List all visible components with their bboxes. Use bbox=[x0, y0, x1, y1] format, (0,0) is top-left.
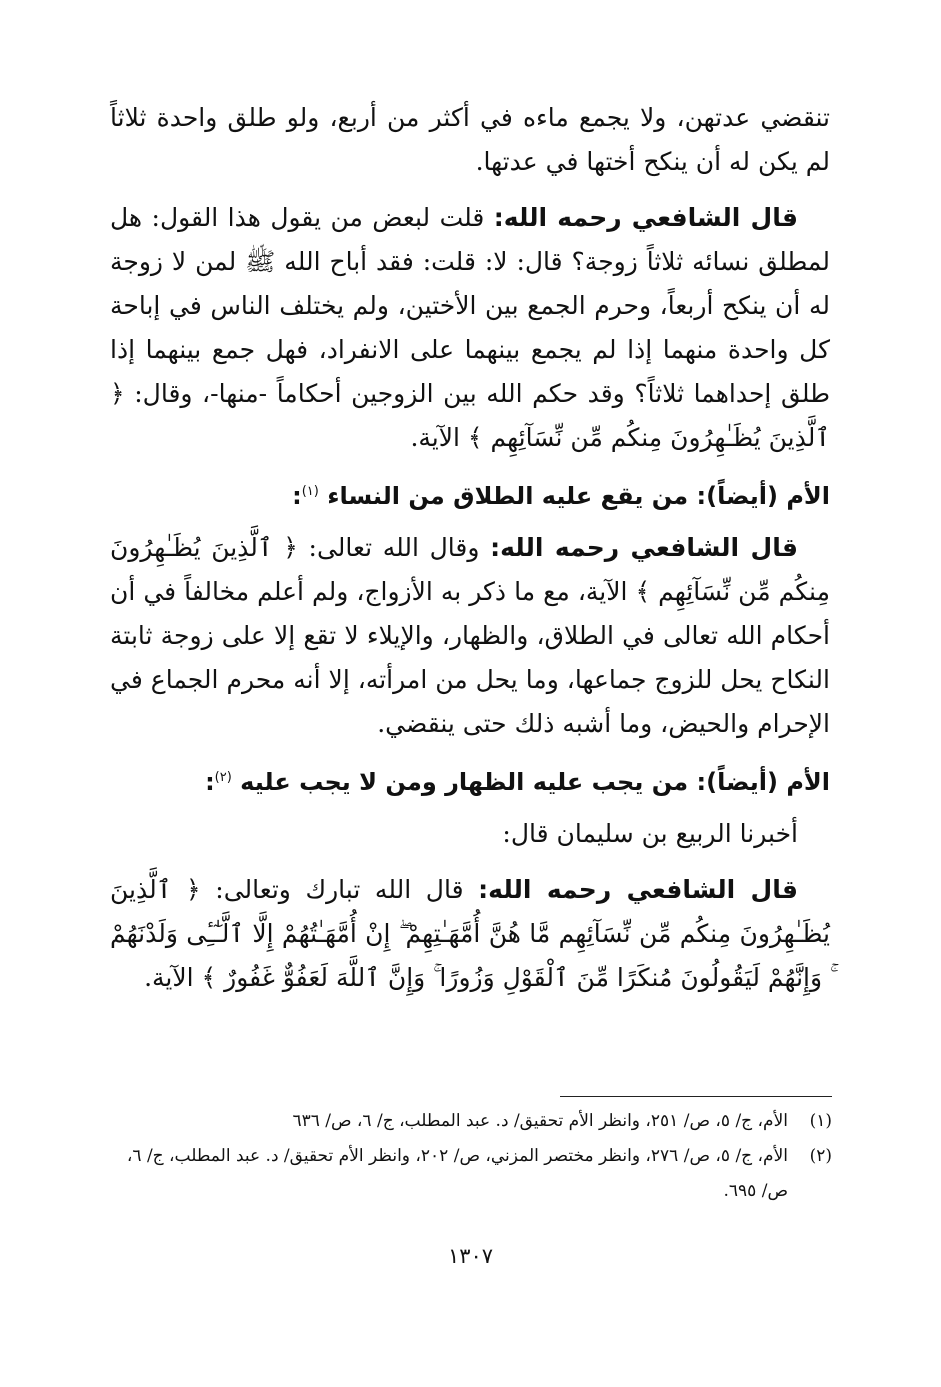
section-heading-1 bbox=[110, 472, 830, 516]
paragraph-4 bbox=[110, 812, 830, 856]
section-heading-1-tail: : bbox=[292, 482, 302, 510]
footnote-1 bbox=[110, 1104, 832, 1139]
footnote-1-number: (١) bbox=[809, 1111, 832, 1131]
footnote-separator bbox=[560, 1096, 832, 1097]
footnote-2-number: (٢) bbox=[809, 1146, 832, 1166]
paragraph-3-text: وقال الله تعالى: ﴿ ٱلَّذِينَ يُظَـٰهِرُونَ مِنكُم مِّن نِّسَآئِهِم ﴾ الآية، مع ما ذكر به الأزواج، ولم أعلم مخالفاً في أن أحكام الله تعالى في الطلاق، والظهار، والإيلاء لا تقع إلا على زوجة ثابتة النكاح يحل للزوج جماعها، وما يحل من امرأته، إلا أنه محرم الجماع في الإحرام والحيض، وما أشبه ذلك حتى ينقضي. bbox=[110, 533, 830, 738]
paragraph-3 bbox=[110, 526, 830, 746]
paragraph-5-lead: قال الشافعي رحمه الله: bbox=[478, 875, 798, 904]
footnote-2-text: الأم، ج/ ٥، ص/ ٢٧٦، وانظر مختصر المزني، ص/ ٢٠٢، وانظر الأم تحقيق/ د. عبد المطلب، ج/ ٦، ص/ ٦٩٥. bbox=[126, 1146, 788, 1201]
paragraph-2 bbox=[110, 196, 830, 460]
footnotes bbox=[110, 1104, 832, 1209]
paragraph-1 bbox=[110, 96, 830, 184]
section-heading-2 bbox=[110, 758, 830, 802]
paragraph-1-text: تنقضي عدتهن، ولا يجمع ماءه في أكثر من أربع، ولو طلق واحدة ثلاثاً لم يكن له أن ينكح أختها في عدتها. bbox=[110, 103, 830, 176]
section-heading-1-text: الأم (أيضاً): من يقع عليه الطلاق من النساء bbox=[327, 482, 830, 510]
section-heading-2-tail: : bbox=[205, 768, 215, 796]
paragraph-5-text: قال الله تبارك وتعالى: ﴿ ٱلَّذِينَ يُظَـٰهِرُونَ مِنكُم مِّن نِّسَآئِهِم مَّا هُنَّ أُمَّهَـٰتِهِمْ ۖ إِنْ أُمَّهَـٰتُهُمْ إِلَّا ٱلَّـٰٓـِٔى وَلَدْنَهُمْ ۚ وَإِنَّهُمْ لَيَقُولُونَ مُنكَرًا مِّنَ ٱلْقَوْلِ وَزُورًا ۚ وَإِنَّ ٱللَّهَ لَعَفُوٌّ غَفُورٌ ﴾ الآية. bbox=[110, 875, 830, 992]
paragraph-4-text: أخبرنا الربيع بن سليمان قال: bbox=[502, 819, 798, 848]
paragraph-5 bbox=[110, 868, 830, 1000]
footnote-ref-2[interactable]: (٢) bbox=[214, 770, 232, 785]
paragraph-2-text: قلت لبعض من يقول هذا القول: هل لمطلق نسائه ثلاثاً زوجة؟ قال: لا: قلت: فقد أباح الله ﷺ لمن لا زوجة له أن ينكح أربعاً، وحرم الجمع بين الأختين، ولم يختلف الناس في إباحة كل واحدة منهما إذا لم يجمع بينهما على الانفراد، فهل جمع بينهما إذا طلق إحداهما ثلاثاً؟ وقد حكم الله بين الزوجين أحكاماً -منها-، وقال: ﴿ ٱلَّذِينَ يُظَـٰهِرُونَ مِنكُم مِّن نِّسَآئِهِم ﴾ الآية. bbox=[110, 203, 830, 452]
footnote-ref-1[interactable]: (١) bbox=[301, 484, 319, 499]
footnote-1-text: الأم، ج/ ٥، ص/ ٢٥١، وانظر الأم تحقيق/ د. عبد المطلب، ج/ ٦، ص/ ٦٣٦ bbox=[292, 1111, 788, 1131]
section-heading-2-text: الأم (أيضاً): من يجب عليه الظهار ومن لا يجب عليه bbox=[240, 768, 830, 796]
paragraph-3-lead: قال الشافعي رحمه الله: bbox=[490, 533, 798, 562]
page-number: ١٣٠٧ bbox=[447, 1244, 494, 1268]
page-body bbox=[110, 96, 830, 1012]
paragraph-2-lead: قال الشافعي رحمه الله: bbox=[493, 203, 798, 232]
footnote-2 bbox=[110, 1139, 832, 1209]
